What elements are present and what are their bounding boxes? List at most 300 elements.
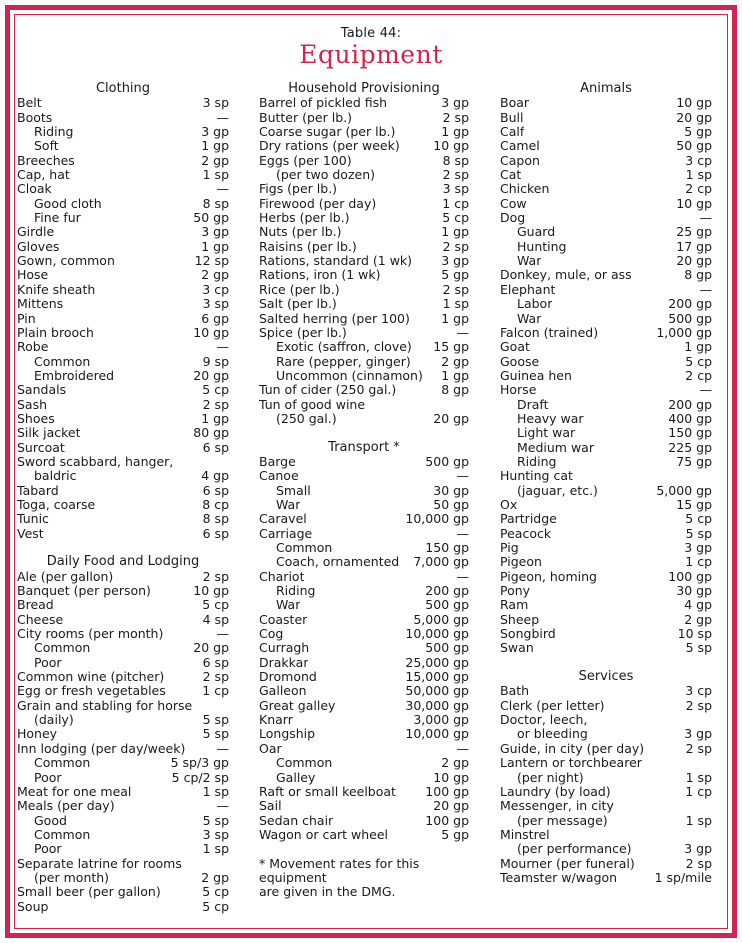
item-name: Hunting (517, 239, 567, 254)
item-price: — (456, 324, 469, 340)
item-price: 2 sp (202, 396, 229, 412)
item-price: 10 gp (193, 324, 229, 340)
item-name: Camel (500, 139, 540, 154)
item-name: Cow (500, 196, 527, 211)
item-price: 3 cp (685, 152, 712, 168)
table-row (259, 111, 469, 125)
table-row (17, 441, 229, 455)
item-price: 2 cp (685, 367, 712, 383)
table-row (259, 96, 469, 110)
item-name: Shoes (17, 411, 55, 426)
item-price: 5,000 gp (656, 482, 712, 498)
item-price: 2 gp (201, 152, 229, 168)
item-price: 1 gp (684, 339, 712, 355)
item-price: 10,000 gp (405, 511, 469, 527)
table-row (500, 268, 712, 282)
table-row (259, 670, 469, 684)
footnote-gap (259, 842, 469, 856)
item-price: 3 gp (684, 726, 712, 742)
table-row (500, 197, 712, 211)
table-row (259, 383, 469, 397)
item-price: 1 sp (685, 769, 712, 785)
table-row (17, 297, 229, 311)
table-row (17, 900, 229, 914)
table-row (500, 756, 712, 770)
item-name: Common (276, 541, 333, 555)
item-name: Cloak (17, 182, 52, 197)
item-price: 20 gp (676, 253, 712, 269)
table-row (259, 398, 469, 412)
table-row (259, 699, 469, 713)
table-row (259, 799, 469, 813)
table-row (259, 727, 469, 741)
item-price: 75 gp (676, 453, 712, 469)
table-row (259, 340, 469, 354)
table-row (500, 111, 712, 125)
table-row (500, 541, 712, 555)
item-name: Toga, coarse (17, 497, 96, 512)
table-row (500, 699, 712, 713)
item-name: Cog (259, 627, 284, 642)
item-name: Riding (276, 584, 316, 599)
item-name: Meals (per day) (17, 799, 115, 814)
section-gap (259, 426, 469, 440)
item-name: Galleon (259, 684, 307, 699)
item-price: 5 sp/3 gp (170, 755, 229, 771)
table-row (17, 699, 229, 713)
section-heading: Clothing (95, 81, 151, 96)
item-name: Medium war (517, 440, 594, 455)
table-row (17, 369, 229, 383)
item-price: 20 gp (193, 367, 229, 383)
item-price: 5 gp (441, 826, 469, 842)
item-price: 15 gp (676, 496, 712, 512)
table-row (17, 383, 229, 397)
item-name: Sheep (500, 612, 540, 627)
item-name: Knarr (259, 713, 293, 728)
item-name: Cap, hat (17, 168, 70, 183)
table-row (259, 584, 469, 598)
item-name: Firewood (per day) (259, 196, 377, 211)
item-price: 1 gp (201, 138, 229, 154)
footnote-line: are given in the DMG. (259, 884, 396, 900)
item-name: Salted herring (per 100) (259, 311, 410, 326)
table-row (259, 627, 469, 641)
table-row (17, 857, 229, 871)
table-row (17, 598, 229, 612)
item-name: Raft or small keelboat (259, 784, 396, 799)
item-name: Hunting cat (500, 469, 573, 484)
item-name: Good cloth (34, 196, 102, 211)
item-price: — (456, 568, 469, 584)
column-3 (500, 82, 712, 885)
item-price: 8 cp (202, 496, 229, 512)
table-row (500, 641, 712, 655)
table-row (500, 727, 712, 741)
item-name: Common (34, 641, 91, 656)
item-price: 30 gp (676, 583, 712, 599)
item-price: 150 gp (668, 425, 712, 441)
item-name: Soup (17, 899, 49, 914)
item-name: Swan (500, 641, 534, 656)
item-price: 200 gp (425, 583, 469, 599)
table-row (500, 484, 712, 498)
table-row (259, 713, 469, 727)
item-name: Bath (500, 684, 530, 699)
table-row (500, 684, 712, 698)
item-name: Riding (517, 454, 557, 469)
table-row (17, 512, 229, 526)
item-price: 5 sp (202, 812, 229, 828)
table-row (500, 871, 712, 885)
table-row (17, 756, 229, 770)
item-name: Longship (259, 727, 316, 742)
item-price: 1 sp (685, 812, 712, 828)
table-row (500, 154, 712, 168)
item-price: 2 gp (441, 353, 469, 369)
item-price: 1 gp (201, 238, 229, 254)
item-price: 80 gp (193, 425, 229, 441)
item-name: Ale (per gallon) (17, 569, 114, 584)
table-row (259, 469, 469, 483)
table-row (259, 254, 469, 268)
item-price: 1 sp/mile (654, 869, 712, 885)
item-price: 15 gp (433, 339, 469, 355)
item-name: Grain and stabling for horse (17, 698, 193, 713)
item-name: (jaguar, etc.) (517, 483, 598, 498)
item-name: Good (34, 813, 67, 828)
section-heading: Transport * (328, 439, 400, 455)
item-name: Boar (500, 96, 530, 111)
item-price: 2 gp (441, 755, 469, 771)
item-name: (per performance) (517, 842, 632, 857)
item-name: Sedan chair (259, 813, 334, 828)
item-price: 2 sp (202, 669, 229, 685)
item-price: 1 sp (685, 167, 712, 183)
item-name: Rations, iron (1 wk) (259, 268, 381, 283)
item-price: 7,000 gp (413, 554, 469, 570)
table-row (17, 182, 229, 196)
item-price: — (699, 281, 712, 297)
item-price: — (456, 740, 469, 756)
item-name: Egg or fresh vegetables (17, 684, 166, 699)
footnote-line: * Movement rates for this equipment (259, 855, 420, 885)
item-price: 5 sp (202, 712, 229, 728)
item-price: 1 gp (441, 310, 469, 326)
table-row (500, 125, 712, 139)
table-row (500, 398, 712, 412)
item-name: Doctor, leech, (500, 713, 588, 728)
item-price: 500 gp (425, 597, 469, 613)
table-row (500, 842, 712, 856)
item-price: 5 cp (202, 597, 229, 613)
item-price: 10 gp (193, 583, 229, 599)
item-price: 3 gp (201, 224, 229, 240)
item-name: Bull (500, 110, 524, 125)
table-row (17, 799, 229, 813)
item-price: — (216, 109, 229, 125)
table-row (500, 240, 712, 254)
item-name: Chicken (500, 182, 550, 197)
table-row (500, 857, 712, 871)
item-name: Gown, common (17, 254, 115, 269)
table-row (17, 268, 229, 282)
section-gap (500, 656, 712, 670)
item-name: Exotic (saffron, clove) (276, 340, 412, 355)
item-price: 1 gp (441, 124, 469, 140)
item-price: 2 sp (442, 281, 469, 297)
table-row (500, 96, 712, 110)
table-row (500, 814, 712, 828)
table-row (259, 613, 469, 627)
table-row (17, 139, 229, 153)
item-price: 20 gp (193, 640, 229, 656)
table-row (17, 96, 229, 110)
item-name: Wagon or cart wheel (259, 827, 389, 842)
item-price: 5 sp (685, 525, 712, 541)
item-price: 30,000 gp (405, 697, 469, 713)
table-row (500, 283, 712, 297)
item-price: 4 gp (201, 468, 229, 484)
table-row (259, 154, 469, 168)
table-row (259, 498, 469, 512)
item-name: (250 gal.) (276, 411, 337, 426)
table-row (259, 570, 469, 584)
table-row (259, 225, 469, 239)
table-row (259, 283, 469, 297)
item-price: 100 gp (425, 783, 469, 799)
item-name: (per two dozen) (276, 168, 375, 183)
item-price: 150 gp (425, 540, 469, 555)
table-row (500, 584, 712, 598)
item-name: Canoe (259, 469, 299, 484)
item-price: 500 gp (668, 310, 712, 326)
table-row (259, 527, 469, 541)
table-row (500, 771, 712, 785)
section-heading: Household Provisioning (288, 81, 440, 96)
table-row (17, 627, 229, 641)
table-row (259, 455, 469, 469)
item-name: Vest (17, 526, 44, 541)
item-price: 500 gp (425, 640, 469, 656)
table-number: Table 44: (340, 26, 402, 41)
item-name: Chariot (259, 569, 305, 584)
item-name: Plain brooch (17, 325, 94, 340)
item-name: Pin (17, 311, 36, 326)
item-price: 5 cp (202, 382, 229, 398)
table-row (259, 369, 469, 383)
item-price: 20 gp (433, 410, 469, 426)
table-row (500, 182, 712, 196)
item-price: — (216, 181, 229, 197)
table-row (17, 254, 229, 268)
table-row (17, 727, 229, 741)
table-row (259, 268, 469, 282)
item-name: Common wine (pitcher) (17, 670, 165, 685)
table-row (17, 240, 229, 254)
item-name: Coaster (259, 612, 308, 627)
table-row (17, 584, 229, 598)
table-row (17, 527, 229, 541)
item-name: Salt (per lb.) (259, 297, 337, 312)
item-price: 3 gp (201, 124, 229, 140)
item-price: 1 gp (441, 224, 469, 240)
table-row (259, 355, 469, 369)
item-price: 5 cp (202, 884, 229, 900)
item-price: 2 gp (201, 267, 229, 283)
section-heading: Animals (580, 81, 632, 96)
item-name: Elephant (500, 282, 556, 297)
item-price: 8 sp (202, 195, 229, 211)
item-name: Common (34, 354, 91, 369)
item-name: War (517, 254, 542, 269)
table-row (500, 570, 712, 584)
table-row (17, 211, 229, 225)
table-row (17, 771, 229, 785)
table-row (500, 512, 712, 526)
item-name: Separate latrine for rooms (17, 856, 182, 871)
item-price: 2 sp (202, 568, 229, 584)
table-row (259, 412, 469, 426)
item-name: Oar (259, 741, 282, 756)
item-name: Common (34, 827, 91, 842)
item-price: 1 gp (441, 367, 469, 383)
item-name: Poor (34, 770, 62, 785)
section-heading: Daily Food and Lodging (46, 554, 200, 570)
item-name: Goat (500, 340, 530, 355)
item-name: Common (276, 756, 333, 771)
item-name: War (276, 497, 301, 512)
table-row (17, 412, 229, 426)
item-name: Common (34, 756, 91, 771)
item-name: Rare (pepper, ginger) (276, 354, 411, 369)
item-name: Raisins (per lb.) (259, 239, 357, 254)
table-row (17, 814, 229, 828)
item-price: 8 sp (202, 511, 229, 527)
item-price: 50 gp (193, 210, 229, 226)
item-price: 3 sp (202, 296, 229, 312)
item-name: War (276, 598, 301, 613)
item-name: Fine fur (34, 211, 81, 226)
item-name: Surcoat (17, 440, 65, 455)
item-price: 2 sp (685, 855, 712, 871)
item-price: 10 gp (676, 195, 712, 211)
item-name: Cat (500, 168, 522, 183)
item-name: Pigeon (500, 555, 542, 570)
table-row (17, 828, 229, 842)
table-row (17, 326, 229, 340)
item-name: Clerk (per letter) (500, 698, 605, 713)
item-price: 2 gp (684, 611, 712, 627)
column-2 (259, 82, 469, 900)
item-name: Poor (34, 655, 62, 670)
item-price: 4 sp (202, 611, 229, 627)
item-price: 5 sp (202, 726, 229, 742)
item-name: Belt (17, 96, 42, 111)
item-name: Honey (17, 727, 58, 742)
item-name: Labor (517, 297, 553, 312)
item-name: Nuts (per lb.) (259, 225, 342, 240)
item-price: 100 gp (425, 812, 469, 828)
item-name: Pony (500, 584, 531, 599)
item-name: Calf (500, 125, 525, 140)
item-price: 3 cp (685, 683, 712, 699)
table-row (259, 641, 469, 655)
table-row (500, 713, 712, 727)
table-row (500, 383, 712, 397)
table-row (259, 742, 469, 756)
item-price: 1 gp (201, 410, 229, 426)
item-price: 10,000 gp (405, 726, 469, 742)
item-price: 3 gp (684, 540, 712, 555)
item-price: 20 gp (433, 798, 469, 814)
item-name: Poor (34, 842, 62, 857)
item-name: Sword scabbard, hanger, (17, 454, 174, 469)
item-name: Spice (per lb.) (259, 325, 347, 340)
item-price: 25 gp (676, 224, 712, 240)
table-row (17, 197, 229, 211)
table-row (500, 254, 712, 268)
item-price: 3 gp (441, 95, 469, 111)
table-row (259, 139, 469, 153)
item-name: Meat for one meal (17, 784, 132, 799)
item-price: 2 sp (442, 238, 469, 254)
item-name: Inn lodging (per day/week) (17, 741, 186, 756)
item-name: Robe (17, 340, 49, 355)
item-name: Banquet (per person) (17, 584, 151, 599)
item-price: 2 sp (442, 109, 469, 125)
table-row (500, 598, 712, 612)
table-row (500, 555, 712, 569)
table-row (500, 326, 712, 340)
item-price: 3,000 gp (413, 712, 469, 728)
item-price: 15,000 gp (405, 669, 469, 685)
table-row (500, 627, 712, 641)
table-row (500, 469, 712, 483)
item-name: Riding (34, 125, 74, 140)
table-row (259, 125, 469, 139)
table-row (17, 613, 229, 627)
item-name: or bleeding (517, 727, 588, 742)
item-price: 2 sp (685, 697, 712, 713)
item-price: 200 gp (668, 396, 712, 412)
item-name: Carriage (259, 526, 313, 541)
item-price: 3 gp (441, 253, 469, 269)
table-row (259, 541, 469, 555)
table-row (500, 297, 712, 311)
item-price: 50 gp (433, 496, 469, 512)
item-price: — (216, 798, 229, 814)
table-row (259, 168, 469, 182)
item-name: Rations, standard (1 wk) (259, 254, 413, 269)
table-row (500, 785, 712, 799)
table-row (17, 742, 229, 756)
item-name: Gloves (17, 239, 60, 254)
item-name: Donkey, mule, or ass (500, 268, 632, 283)
item-name: Ox (500, 497, 518, 512)
item-price: 1,000 gp (656, 324, 712, 340)
table-row (17, 355, 229, 369)
item-name: Tunic (17, 512, 49, 527)
table-row (259, 326, 469, 340)
item-name: Dry rations (per week) (259, 139, 400, 154)
table-row (500, 441, 712, 455)
item-price: 9 sp (202, 353, 229, 369)
table-row (17, 125, 229, 139)
item-price: 3 sp (202, 95, 229, 111)
table-row (500, 211, 712, 225)
table-row (500, 799, 712, 813)
